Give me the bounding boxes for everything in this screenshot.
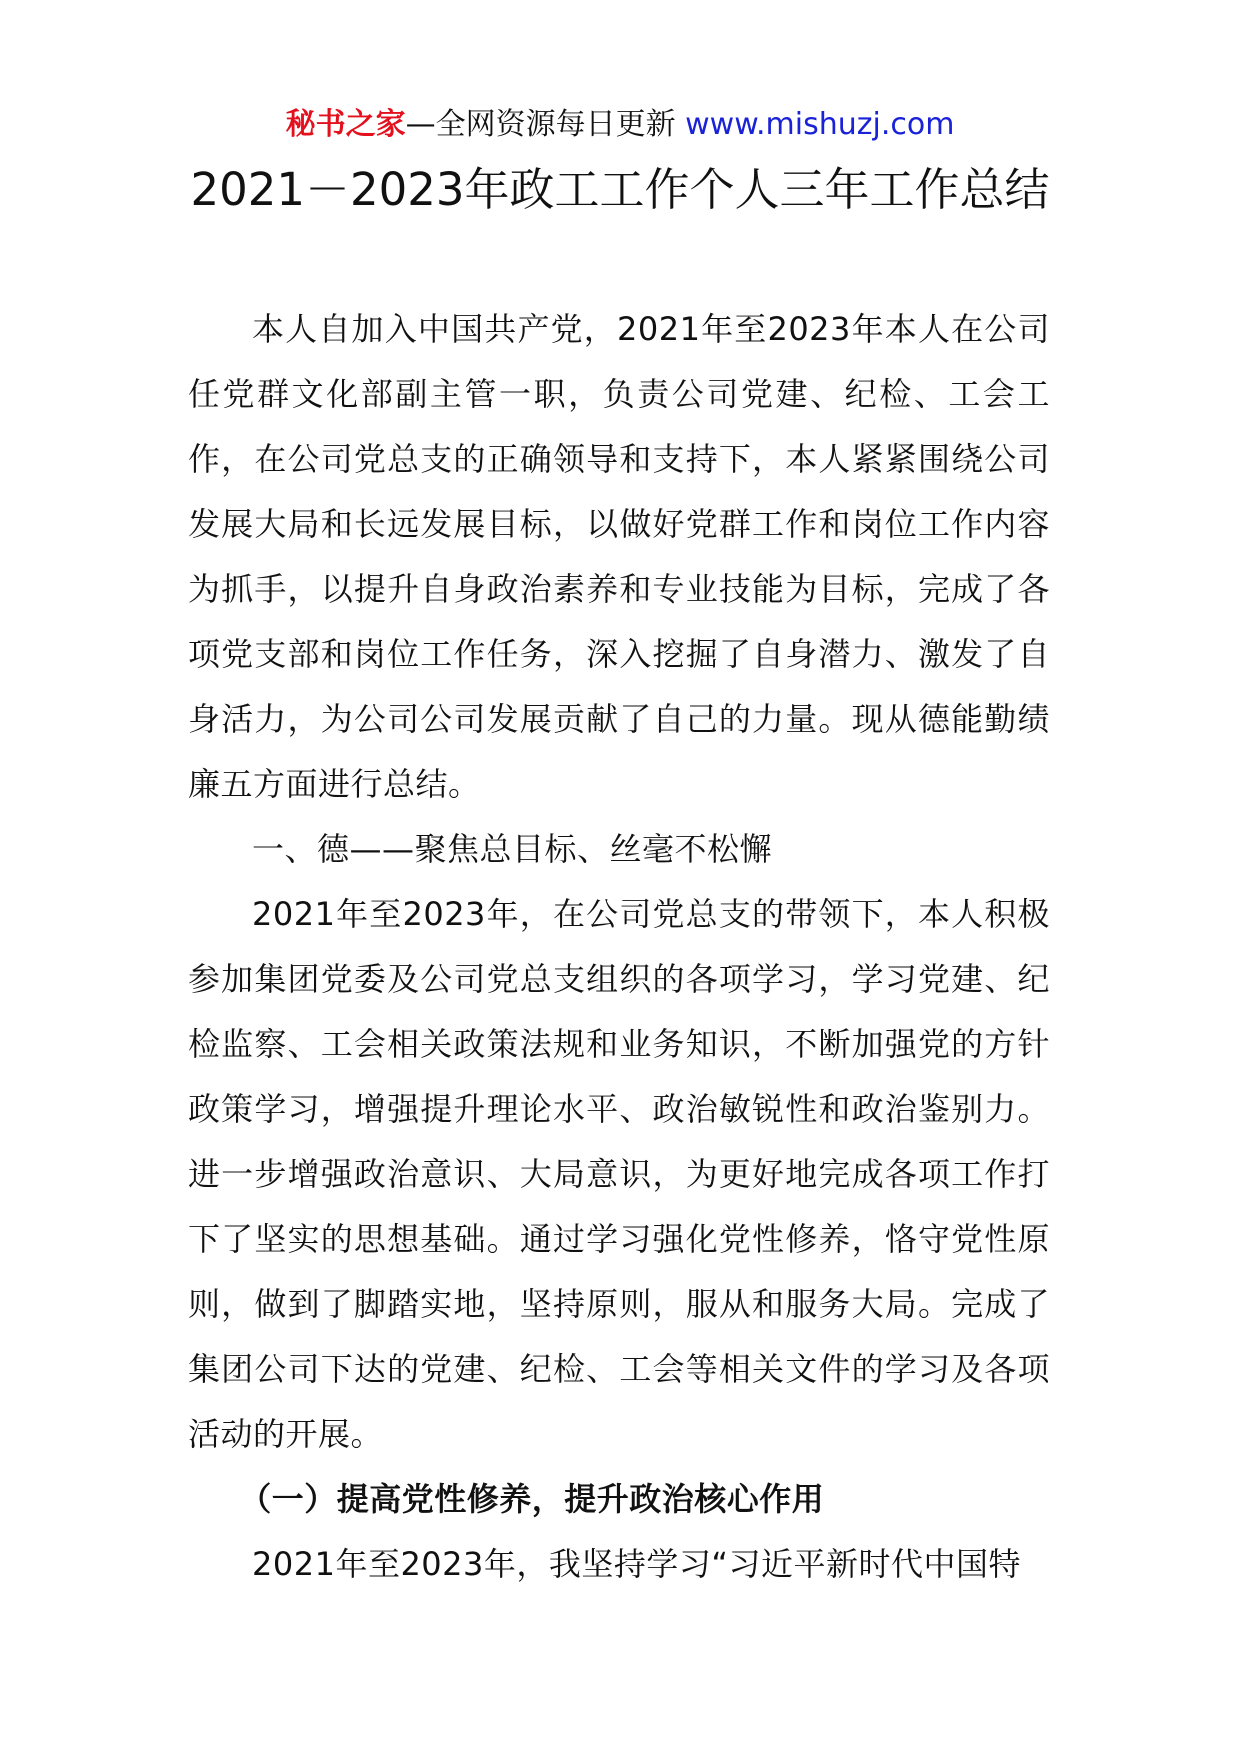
banner-tagline: —全网资源每日更新 (405, 107, 686, 142)
study-paragraph: 2021年至2023年，在公司党总支的带领下，本人积极参加集团党委及公司党总支组织的各项学习，学习党建、纪检监察、工会相关政策法规和业务知识，不断加强党的方针政策学习，增强提升理论水平、政治敏锐性和政治鉴别力。进一步增强政治意识、大局意识，为更好地完成各项工作打下了坚实的思想基础。通过学习强化党性修养，恪守党性原则，做到了脚踏实地，坚持原则，服从和服务大局。完成了集团公司下达的党建、纪检、工会等相关文件的学习及各项活动的开展。 (188, 895, 1050, 1453)
site-url-link[interactable]: www.mishuzj.com (685, 107, 955, 142)
document-body (188, 297, 1050, 1597)
subsection-heading-1: （一）提高党性修养，提升政治核心作用 (239, 1480, 825, 1518)
document-title: 2021－2023年政工工作个人三年工作总结 (190, 163, 1050, 216)
site-banner (0, 103, 1240, 147)
brand-name: 秘书之家 (285, 107, 406, 142)
section-heading-de: 一、德——聚焦总目标、丝毫不松懈 (252, 830, 773, 868)
intro-paragraph: 本人自加入中国共产党，2021年至2023年本人在公司任党群文化部副主管一职，负责公司党建、纪检、工会工作，在公司党总支的正确领导和支持下，本人紧紧围绕公司发展大局和长远发展目标，以做好党群工作和岗位工作内容为抓手，以提升自身政治素养和专业技能为目标，完成了各项党支部和岗位工作任务，深入挖掘了自身潜力、激发了自身活力，为公司公司发展贡献了自己的力量。现从德能勤绩廉五方面进行总结。 (188, 310, 1050, 803)
continuation-paragraph: 2021年至2023年，我坚持学习“习近平新时代中国特 (252, 1545, 1021, 1583)
